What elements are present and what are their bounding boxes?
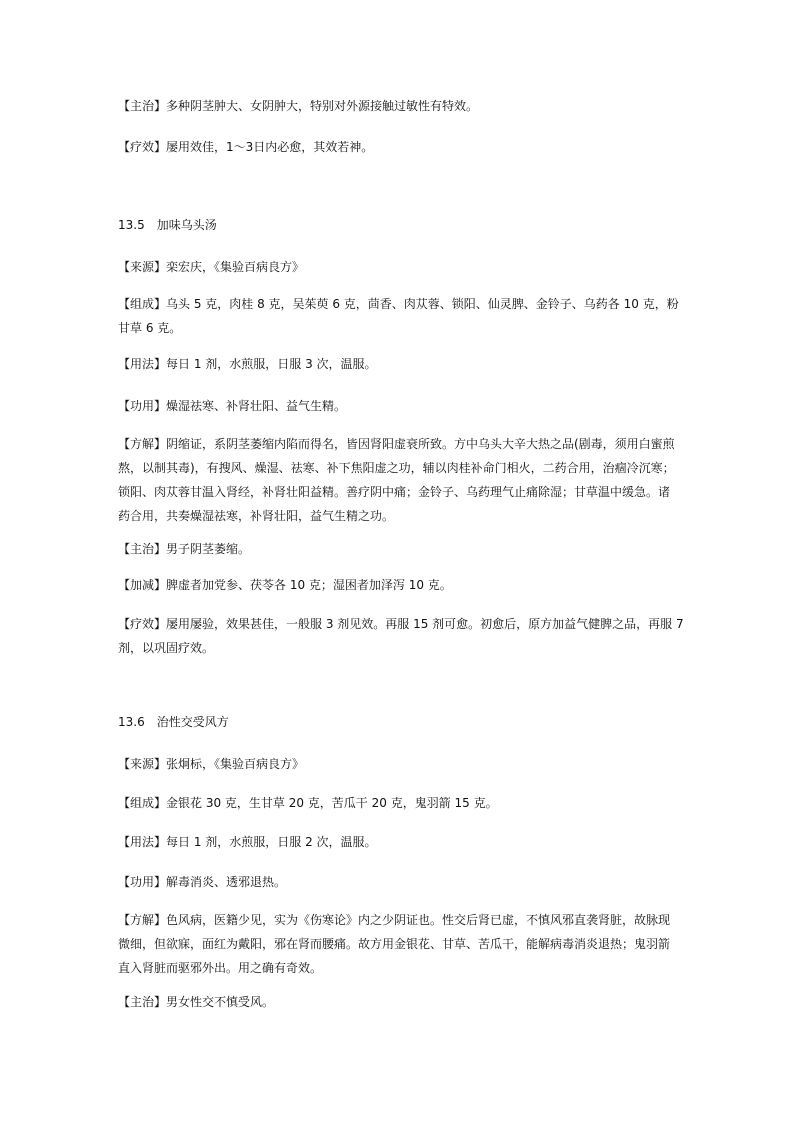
section-heading-13-6: 13.6 治性交受风方 [118, 715, 229, 729]
paragraph-function: 【功用】解毒消炎、透邪退热。 [118, 875, 287, 889]
text-line: 甘草 6 克。 [118, 321, 182, 335]
paragraph-efficacy [118, 612, 684, 660]
text-line: 熬，以制其毒)，有搜风、燥湿、祛寒、补下焦阳虚之功，辅以肉桂补命门相火，二药合用，治痼冷沉寒； [118, 461, 675, 475]
text-line: 微细，但欲寐，面红为戴阳，邪在肾而腰痛。故方用金银花、甘草、苦瓜干，能解病毒消炎退热；鬼羽箭 [118, 937, 671, 951]
paragraph-function: 【功用】燥湿祛寒、补肾壮阳、益气生精。 [118, 399, 347, 413]
paragraph-explanation [118, 432, 678, 528]
paragraph-source: 【来源】栾宏庆，《集验百病良方》 [118, 260, 305, 274]
section-heading-13-5: 13.5 加味乌头汤 [118, 218, 217, 232]
text-line: 锁阳、肉苁蓉甘温入肾经，补肾壮阳益精。善疗阴中痛；金铃子、乌药理气止痛除湿；甘草温中缓急。诸 [118, 485, 671, 499]
text-line: 【方解】阴缩证，系阴茎萎缩内陷而得名，皆因肾阳虚衰所致。方中乌头大辛大热之品(剧毒，须用白蜜煎 [118, 437, 675, 451]
paragraph-efficacy: 【疗效】屡用效佳，1～3日内必愈，其效若神。 [118, 140, 374, 154]
paragraph-usage: 【用法】每日 1 剂，水煎服，日服 2 次，温服。 [118, 835, 377, 849]
paragraph-indications: 【主治】男女性交不慎受风。 [118, 995, 275, 1009]
paragraph-indications: 【主治】多种阴茎肿大、女阴肿大，特别对外源接触过敏性有特效。 [118, 99, 479, 113]
paragraph-usage: 【用法】每日 1 剂，水煎服，日服 3 次，温服。 [118, 357, 377, 371]
text-line: 直入肾脏而驱邪外出。用之确有奇效。 [118, 961, 323, 975]
text-line: 【方解】色风病，医籍少见，实为《伤寒论》内之少阴证也。性交后肾已虚，不慎风邪直袭肾脏，故脉现 [118, 913, 671, 927]
text-line: 剂，以巩固疗效。 [118, 641, 215, 655]
paragraph-composition [118, 292, 678, 340]
paragraph-indications: 【主治】男子阴茎萎缩。 [118, 542, 251, 556]
text-line: 【疗效】屡用屡验，效果甚佳，一般服 3 剂见效。再服 15 剂可愈。初愈后，原方加益气健脾之品，再服 7 [118, 617, 684, 631]
paragraph-explanation [118, 908, 678, 980]
paragraph-source: 【来源】张炯标，《集验百病良方》 [118, 757, 305, 771]
paragraph-modifications: 【加减】脾虚者加党参、茯苓各 10 克；湿困者加泽泻 10 克。 [118, 578, 452, 592]
text-line: 药合用，共奏燥湿祛寒，补肾壮阳，益气生精之功。 [118, 509, 395, 523]
paragraph-composition: 【组成】金银花 30 克，生甘草 20 克，苦瓜干 20 克，鬼羽箭 15 克。 [118, 796, 498, 810]
text-line: 【组成】乌头 5 克，肉桂 8 克，吴茱萸 6 克，茴香、肉苁蓉、锁阳、仙灵脾、金铃子、乌药各 10 克，粉 [118, 297, 679, 311]
